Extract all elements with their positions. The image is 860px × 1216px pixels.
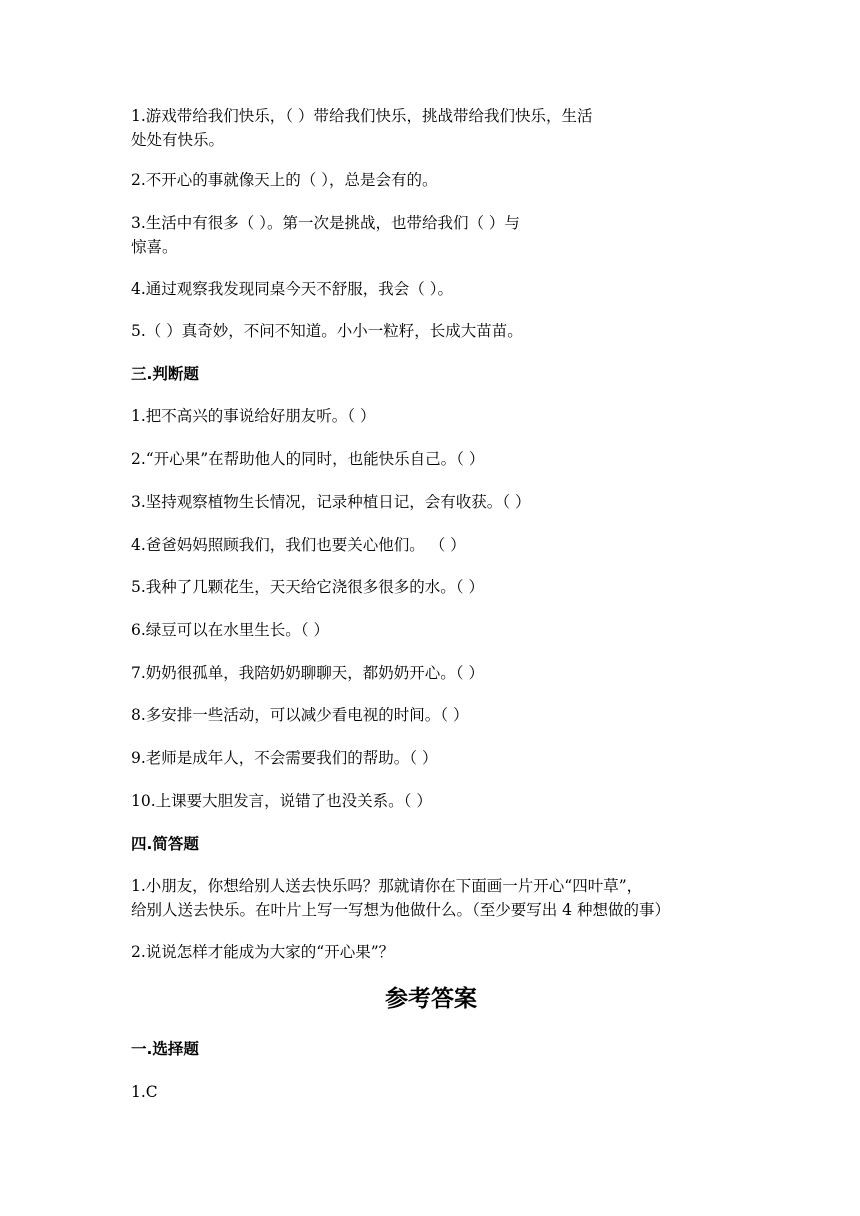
judge-item: 7.奶奶很孤单，我陪奶奶聊聊天，都奶奶开心。（ ） <box>131 664 484 682</box>
fill-blank-q4: 4.通过观察我发现同桌今天不舒服，我会（ ）。 <box>131 280 453 298</box>
answer-key-title: 参考答案 <box>385 986 477 1012</box>
fill-blank-q2: 2.不开心的事就像天上的（ ），总是会有的。 <box>131 171 438 189</box>
judge-item: 10.上课要大胆发言，说错了也没关系。（ ） <box>131 792 432 810</box>
judge-item: 2.“开心果”在帮助他人的同时，也能快乐自己。（ ） <box>131 450 485 468</box>
fill-blank-q3-line2: 惊喜。 <box>131 238 178 256</box>
fill-blank-q5: 5.（ ）真奇妙，不问不知道。小小一粒籽，长成大苗苗。 <box>131 322 523 340</box>
fill-blank-q1-line1: 1.游戏带给我们快乐，（ ）带给我们快乐，挑战带给我们快乐，生活 <box>131 107 593 125</box>
short-answer-q1-line1: 1.小朋友，你想给别人送去快乐吗？那就请你在下面画一片开心“四叶草”， <box>131 877 643 895</box>
judge-item: 8.多安排一些活动，可以减少看电视的时间。（ ） <box>131 706 469 724</box>
judge-section-heading: 三.判断题 <box>131 365 199 383</box>
short-answer-q2: 2.说说怎样才能成为大家的“开心果”？ <box>131 943 395 961</box>
short-answer-section-heading: 四.简答题 <box>131 835 199 853</box>
judge-item: 1.把不高兴的事说给好朋友听。（ ） <box>131 407 376 425</box>
fill-blank-q3-line1: 3.生活中有很多（ ）。第一次是挑战，也带给我们（ ）与 <box>131 214 520 232</box>
judge-item: 4.爸爸妈妈照顾我们，我们也要关心他们。 （ ） <box>131 536 466 554</box>
judge-item: 5.我种了几颗花生，天天给它浇很多很多的水。（ ） <box>131 578 484 596</box>
answer-section-heading: 一.选择题 <box>131 1040 199 1058</box>
judge-item: 9.老师是成年人，不会需要我们的帮助。（ ） <box>131 749 438 767</box>
answer-item: 1.C <box>131 1083 158 1101</box>
fill-blank-q1-line2: 处处有快乐。 <box>131 131 225 149</box>
short-answer-q1-line2: 给别人送去快乐。在叶片上写一写想为他做什么。（至少要写出 4 种想做的事） <box>131 901 670 919</box>
judge-item: 6.绿豆可以在水里生长。（ ） <box>131 621 329 639</box>
judge-item: 3.坚持观察植物生长情况，记录种植日记，会有收获。（ ） <box>131 493 531 511</box>
